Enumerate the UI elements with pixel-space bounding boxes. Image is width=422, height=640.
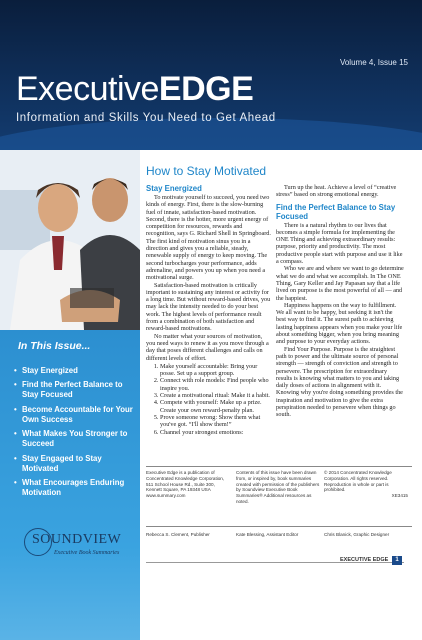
in-this-issue-title: In This Issue... xyxy=(18,340,91,352)
paragraph: Turn up the heat. Achieve a level of “creative stress” based on strong emotional energy. xyxy=(276,184,397,199)
business-people-photo-icon xyxy=(0,150,140,330)
contents-item[interactable]: • Become Accountable for Your Own Success xyxy=(14,405,136,425)
issue-code: XE3415 xyxy=(391,493,408,499)
footer-source-info: Contents of this issue have been drawn from, or inspired by, book summaries created with permission of the publishers by Soundview Executive Book Summaries® Additional resources as noted. xyxy=(236,470,320,504)
divider xyxy=(146,466,412,467)
paragraph: To motivate yourself to succeed, you need two kinds of energy. First, there is the slow-burning fuel of innate, satisfaction-based motivation. Second, there is the hotter, more urgent energy of competition for resources, rewards and recognition, says G. Richard Shell in Springboard. The first kind of motivation sinus you in a direction and gives you a reliable, steady, renewable supply of energy to keep moving. The second turbocharges your performance, adds adrenaline, and powers you up when you need a motivational surge. xyxy=(146,194,271,282)
step-item: 5. Prove someone wrong: Show them what you've got. “I'll show them!” xyxy=(160,414,272,429)
paragraph: Find Your Purpose. Purpose is the straightest path to power and the ultimate source of personal strength — strength of conviction and strength to persevere. The prescription for extraordinary results is knowing what matters to you and taking daily doses of actions in alignment with it. Knowing why you're doing something provides the inspiration and motivation to give the extra perspiration needed to persevere when things go south. xyxy=(276,345,403,419)
paragraph: Satisfaction-based motivation is critically important to sustaining any interest or activity for a long time. But without reward-based drives, you may lack the intensity needed to do your best work. The highest levels of performance result from a combination of both satisfaction and reward-based motivations. xyxy=(146,281,271,333)
paragraph: Happiness happens on the way to fulfillment. We all want to be happy, but seeking it isn't the best way to find it. The surest path to achieving lasting happiness appears when you make your life about something bigger, when you bring meaning and purpose to your everyday actions. xyxy=(276,301,403,346)
step-item: 4. Compete with yourself: Make up a prize. Create your own reward-penalty plan. xyxy=(160,399,272,414)
soundview-logo xyxy=(24,526,134,576)
article-column-2 xyxy=(276,184,404,419)
article-column-1 xyxy=(146,184,272,436)
title-edge: EDGE xyxy=(158,70,254,108)
contents-item[interactable]: • Stay Energized xyxy=(14,366,136,376)
copyright-text: © 2014 Concentrated Knowledge Corporation. All rights reserved. Reproduction in whole or part is prohibited. xyxy=(324,470,392,493)
publication-footer xyxy=(146,466,412,550)
motivation-steps-list xyxy=(146,363,272,436)
contents-item[interactable]: • What Makes You Stronger to Succeed xyxy=(14,429,136,449)
section-heading: Stay Energized xyxy=(146,184,202,193)
contents-item[interactable]: • Stay Engaged to Stay Motivated xyxy=(14,454,136,474)
step-item: 1. Make yourself accountable: Bring your posse. Set up a support group. xyxy=(160,363,272,378)
paragraph: There is a natural rhythm to our lives that becomes a simple formula for implementing the ONE Thing and achieving extraordinary results: purpose, priority and productivity. The most productive people start with purpose and use it like a compass. xyxy=(276,221,403,266)
masthead-tagline: Information and Skills You Need to Get Ahead xyxy=(16,112,276,124)
step-item: 2. Connect with role models: Find people who inspire you. xyxy=(160,377,272,392)
issue-volume: Volume 4, Issue 15 xyxy=(339,58,408,67)
divider xyxy=(146,526,412,527)
footer-copyright xyxy=(324,470,408,499)
contents-item[interactable]: • What Encourages Enduring Motivation xyxy=(14,478,136,498)
paragraph: Who we are and where we want to go determine what we do and what we accomplish. In The ONE Thing, Gary Keller and Jay Papasan say that a life lived on purpose is the most powerful of all — and the happiest. xyxy=(276,265,404,302)
publisher-credit: Rebecca S. Clement, Publisher xyxy=(146,532,210,537)
title-executive: Executive xyxy=(16,70,159,108)
article-title: How to Stay Motivated xyxy=(146,164,267,178)
page-number: 1 xyxy=(392,556,402,565)
logo-subtitle: Executive Book Summaries xyxy=(54,550,120,556)
contents-item[interactable]: • Find the Perfect Balance to Stay Focused xyxy=(14,380,136,400)
footer-publication-name: EXECUTIVE EDGE xyxy=(340,557,389,563)
step-item: 6. Channel your strongest emotions: xyxy=(160,429,272,436)
issue-contents-list xyxy=(14,366,136,502)
section-heading: Find the Perfect Balance to Stay Focused xyxy=(276,202,396,221)
masthead-title xyxy=(16,70,253,109)
step-item: 3. Create a motivational ritual: Make it a habit. xyxy=(160,392,272,399)
paragraph: No matter what your sources of motivation, you need ways to renew it as you move through a day that poses different challenges and calls on different levels of effort. xyxy=(146,332,269,362)
cover-photo xyxy=(0,150,140,330)
designer-credit: Chris Blanick, Graphic Designer xyxy=(324,532,390,537)
editor-credit: Kate Blessing, Assistant Editor xyxy=(236,532,299,537)
logo-word: SOUNDVIEW xyxy=(32,532,122,547)
footer-publisher-info: Executive Edge is a publication of Concentrated Knowledge Corporation, 511 School House Rd., Suite 300, Kennett Square, PA 19348 USA www.summary.com xyxy=(146,470,225,499)
